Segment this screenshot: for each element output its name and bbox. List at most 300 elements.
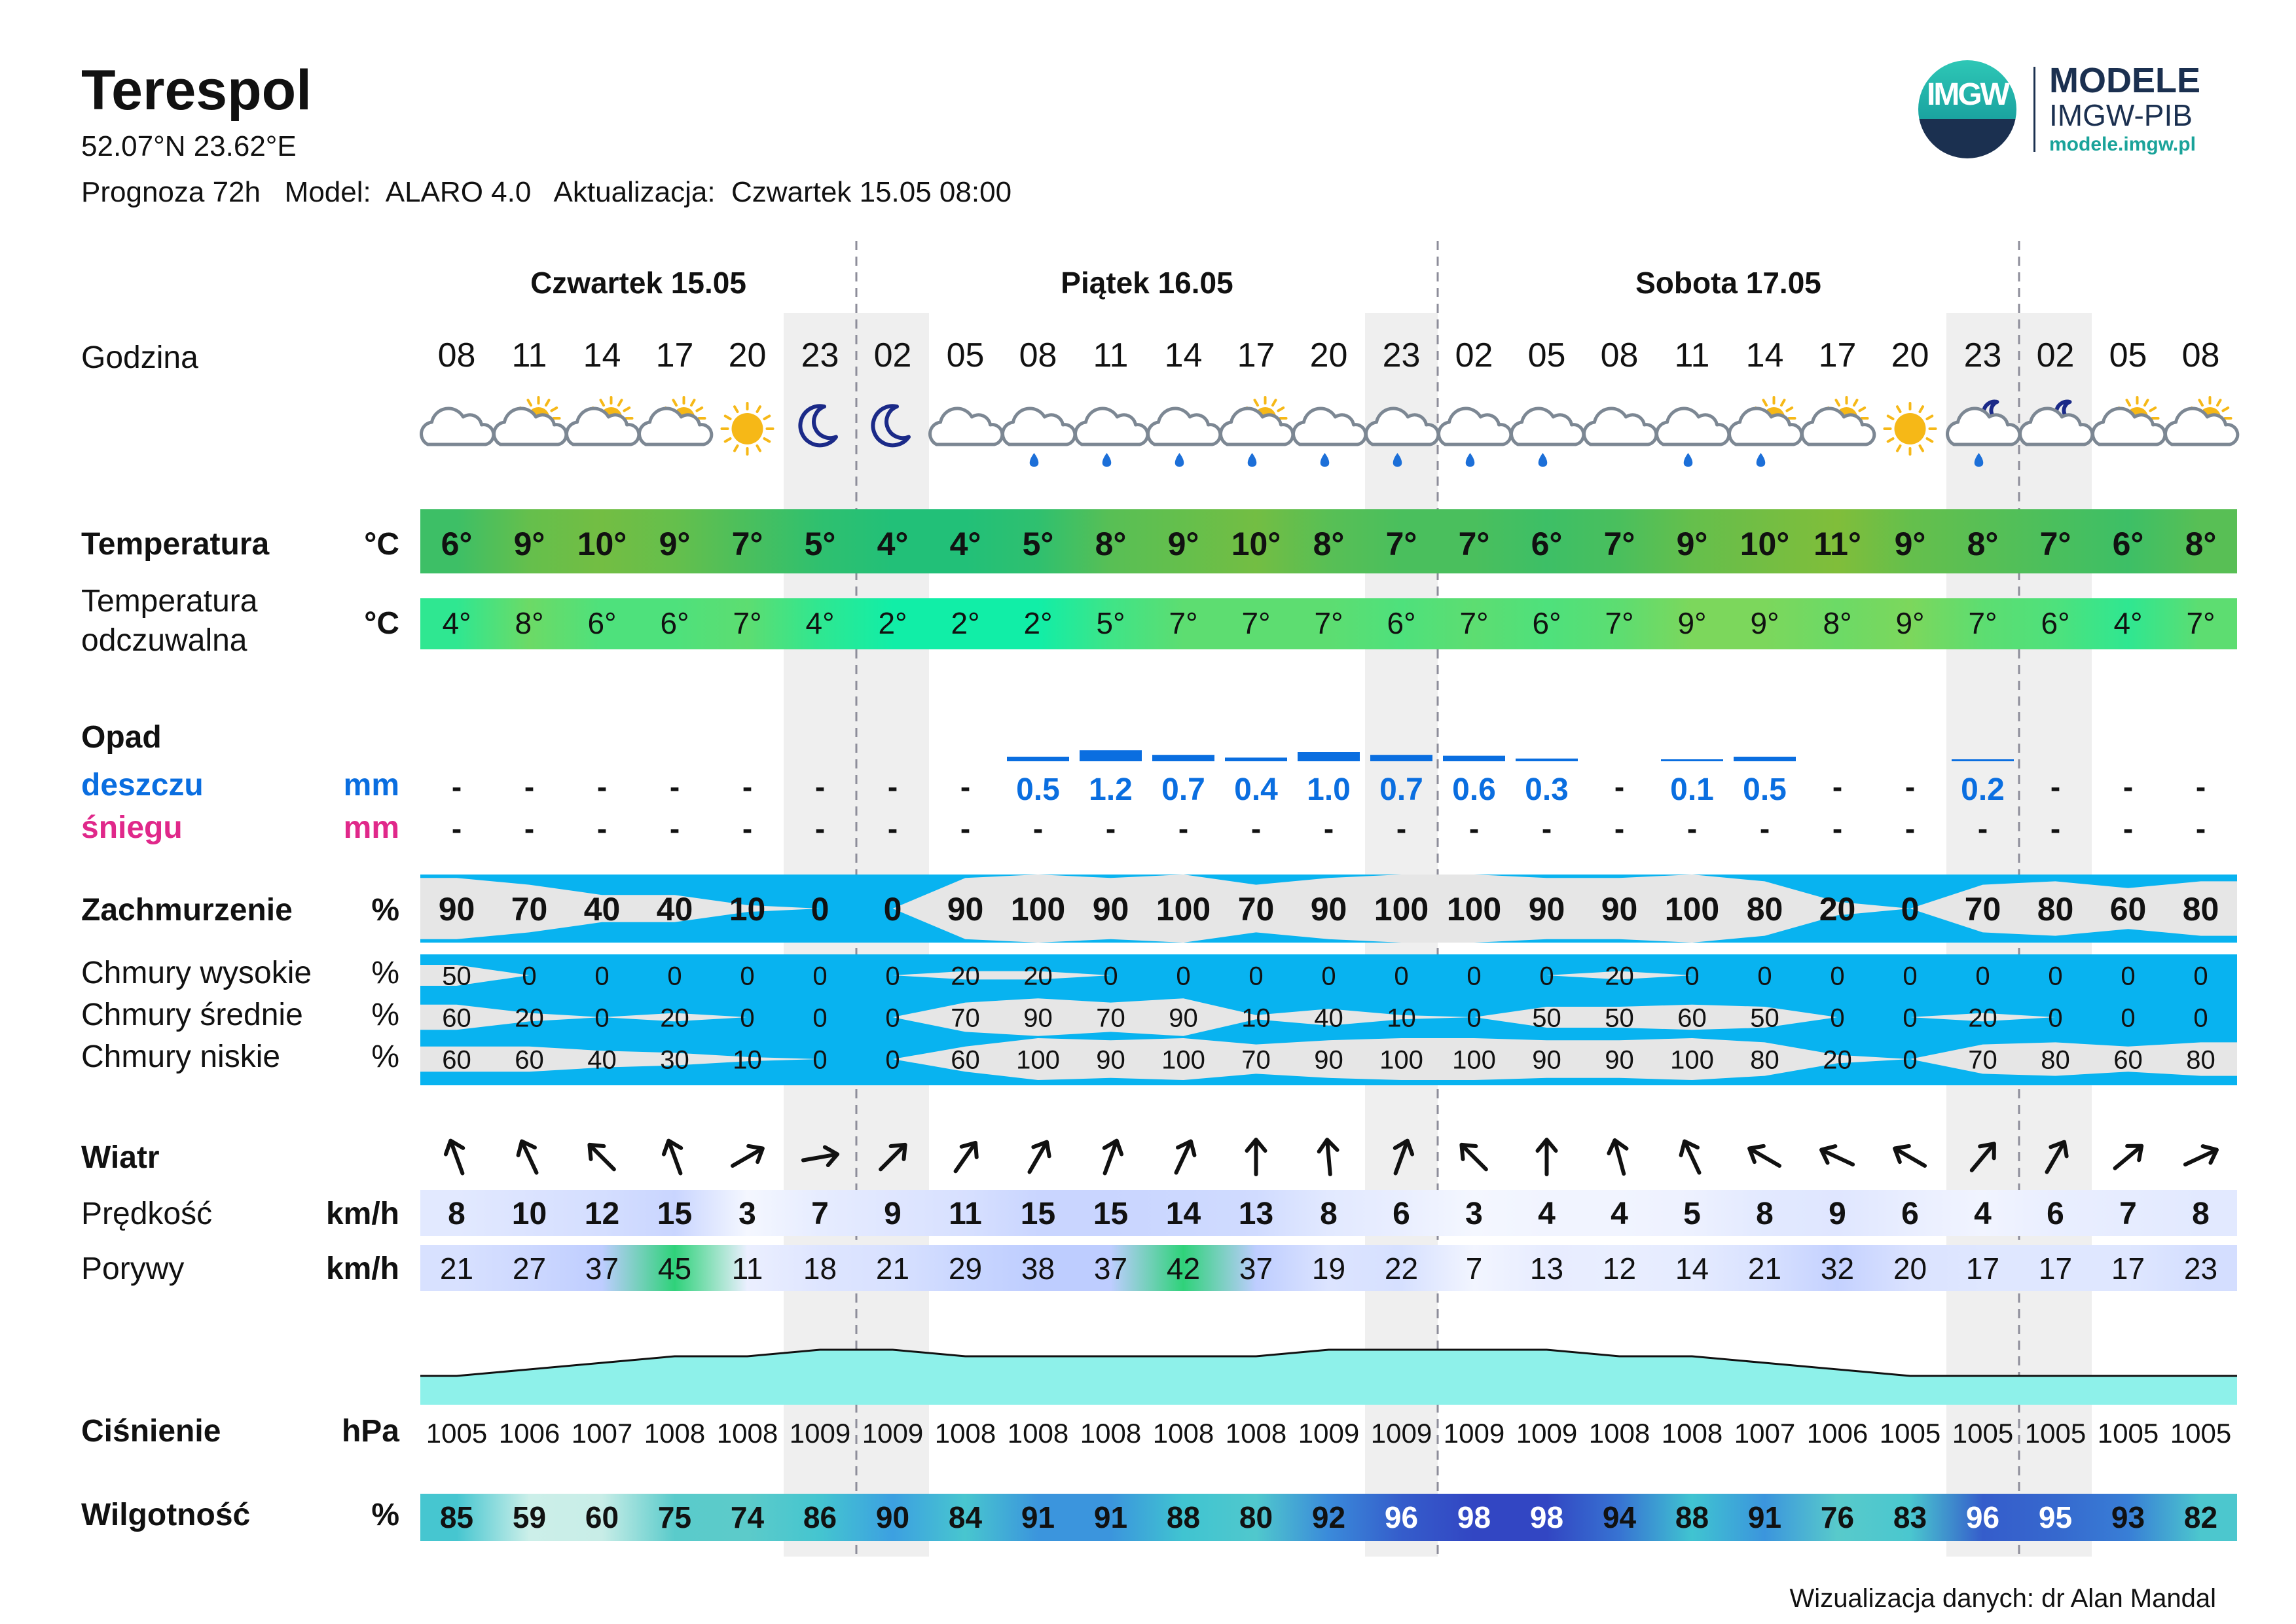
pc-day-icon: [2166, 397, 2238, 444]
wind-speed-value: 15: [1020, 1197, 1056, 1231]
sun-ray: [1920, 406, 1923, 412]
cloud-total-value: 90: [1601, 891, 1638, 928]
humidity-value: 91: [1021, 1500, 1055, 1534]
wind-arrow-icon: [1745, 1140, 1784, 1174]
rain-bar: [1080, 750, 1142, 761]
cloud-low-value: 80: [2041, 1045, 2070, 1075]
unit-cloud-low: %: [371, 1039, 399, 1074]
wind-speed-value: 6: [1393, 1197, 1410, 1231]
sun-ray: [1927, 439, 1932, 442]
hour-label: 05: [1527, 336, 1566, 374]
rain-bar: [1152, 755, 1214, 761]
cloud-mid-value: 20: [515, 1003, 544, 1033]
wind-arrow-icon: [1247, 1140, 1266, 1174]
hour-label: 14: [1745, 336, 1784, 374]
temperature-value: 8°: [2185, 526, 2217, 562]
rain-none: -: [669, 770, 680, 804]
feels-like-value: 6°: [1532, 606, 1561, 640]
wind-speed-value: 13: [1238, 1197, 1274, 1231]
cloud-shape: [1512, 408, 1584, 444]
cloud-high-value: 0: [885, 962, 900, 991]
cloud-high-value: 0: [1467, 962, 1482, 991]
temperature-value: 10°: [577, 526, 627, 562]
wind-speed-value: 4: [1538, 1197, 1556, 1231]
feels-like-value: 4°: [2113, 606, 2143, 640]
cloud-mid-value: 10: [1241, 1003, 1271, 1033]
hour-label: 20: [1309, 336, 1348, 374]
feels-like-value: 7°: [733, 606, 762, 640]
arrow-shaft: [1462, 1146, 1486, 1170]
pressure-value: 1008: [716, 1418, 778, 1449]
arrow-shaft: [2115, 1146, 2141, 1168]
sun-ray: [674, 400, 677, 405]
cloud-total-value: 60: [2109, 891, 2147, 928]
hour-label: 20: [1891, 336, 1929, 374]
arrow-shaft: [1327, 1140, 1330, 1174]
temperature-value: 4°: [949, 526, 981, 562]
wind-arrow-icon: [1096, 1138, 1125, 1176]
cloud-mid-value: 0: [1830, 1003, 1845, 1033]
row-label-rain: deszczu: [81, 768, 204, 803]
wind-gust-value: 21: [439, 1252, 474, 1286]
wind-arrow-icon: [948, 1138, 983, 1176]
unit-temperature: °C: [364, 527, 399, 562]
hour-label: 05: [946, 336, 985, 374]
cloud-total-value: 80: [2037, 891, 2074, 928]
pc-rain-day-icon: [1221, 397, 1293, 467]
rain-value: 0.7: [1161, 772, 1205, 807]
snow-value: -: [2195, 812, 2206, 846]
cloud-low-value: 100: [1161, 1045, 1205, 1075]
wind-speed-value: 3: [1465, 1197, 1483, 1231]
wind-arrow-icon: [1318, 1139, 1339, 1175]
wind-gust-value: 17: [2038, 1252, 2073, 1286]
temperature-value: 9°: [1167, 526, 1199, 562]
rain-bar: [1952, 759, 2014, 761]
cloud-total-value: 100: [1374, 891, 1429, 928]
humidity-value: 59: [512, 1500, 547, 1534]
wind-speed-value: 7: [2119, 1197, 2137, 1231]
temperature-value: 5°: [1022, 526, 1054, 562]
wind-speed-value: 8: [1756, 1197, 1774, 1231]
sun-ray: [2150, 408, 2155, 411]
wind-arrow-icon: [442, 1138, 471, 1176]
wind-gust-value: 17: [2111, 1252, 2145, 1286]
humidity-value: 82: [2183, 1500, 2218, 1534]
snow-value: -: [1541, 812, 1552, 846]
pressure-value: 1008: [1152, 1418, 1214, 1449]
unit-cloud: %: [371, 893, 399, 928]
feels-like-value: 6°: [1387, 606, 1416, 640]
sun-ray: [546, 400, 549, 405]
rain-bar: [1225, 757, 1287, 761]
snow-value: -: [1614, 812, 1625, 846]
cloud-shape: [494, 408, 566, 444]
rain-icon: [1294, 408, 1366, 467]
unit-humidity: %: [371, 1498, 399, 1532]
pressure-value: 1005: [1879, 1418, 1941, 1449]
wind-speed-value: 9: [1829, 1197, 1846, 1231]
imgw-emblem-icon: [1918, 60, 2016, 158]
unit-gust: km/h: [325, 1252, 399, 1286]
hour-label: 11: [1674, 336, 1710, 374]
unit-cloud-mid: %: [371, 998, 399, 1032]
wind-speed-value: 4: [1611, 1197, 1628, 1231]
cloud-mid-value: 20: [660, 1003, 689, 1033]
feels-like-value: 8°: [515, 606, 544, 640]
logo-subtitle: IMGW-PIB: [2049, 98, 2193, 132]
cloud-low-value: 90: [1532, 1045, 1561, 1075]
humidity-value: 96: [1965, 1500, 2000, 1534]
pc-rain-day-icon: [1730, 397, 1802, 467]
rain-drop: [1539, 453, 1548, 467]
snow-value: -: [887, 812, 898, 846]
rain-none: -: [1832, 770, 1843, 804]
cloud-total-value: 90: [1528, 891, 1565, 928]
wind-gust-value: 29: [948, 1252, 983, 1286]
cloud-high-value: 50: [442, 962, 471, 991]
sun-ray: [725, 439, 731, 442]
wind-speed-value: 12: [584, 1197, 620, 1231]
feels-like-value: 6°: [587, 606, 617, 640]
cloud-total-value: 0: [811, 891, 829, 928]
hour-label: 08: [437, 336, 476, 374]
pressure-value: 1005: [1952, 1418, 2014, 1449]
snow-value: -: [451, 812, 462, 846]
cloud-low-value: 80: [2186, 1045, 2215, 1075]
sun-ray: [735, 446, 738, 451]
unit-wind-speed: km/h: [325, 1197, 399, 1231]
cloud-shape: [1221, 408, 1293, 444]
rain-none: -: [814, 770, 826, 804]
cloud-shape: [2093, 408, 2165, 444]
wind-gust-value: 23: [2183, 1252, 2218, 1286]
hour-label: 23: [801, 336, 839, 374]
feels-like-value: 9°: [1677, 606, 1707, 640]
temperature-value: 6°: [1531, 526, 1563, 562]
cloud-high-value: 20: [951, 962, 980, 991]
wind-speed-value: 3: [738, 1197, 756, 1231]
wind-gust-value: 42: [1166, 1252, 1201, 1286]
cloud-shape: [567, 408, 639, 444]
pressure-value: 1006: [498, 1418, 560, 1449]
cloud-shape: [1584, 408, 1656, 444]
cloud-shape: [1730, 408, 1802, 444]
humidity-value: 75: [657, 1500, 692, 1534]
wind-arrow-icon: [1021, 1138, 1055, 1177]
pc-day-icon: [567, 397, 639, 444]
snow-value: -: [1178, 812, 1189, 846]
cloud-total-value: 80: [2182, 891, 2219, 928]
cloud-icon: [930, 408, 1002, 444]
temperature-value: 7°: [731, 526, 763, 562]
snow-value: -: [814, 812, 826, 846]
cloud-low-value: 10: [733, 1045, 762, 1075]
cloud-total-value: 90: [438, 891, 475, 928]
rain-value: 0.5: [1016, 772, 1060, 807]
pressure-value: 1008: [1225, 1418, 1287, 1449]
wind-arrow-icon: [1890, 1140, 1929, 1174]
wind-speed-value: 10: [511, 1197, 547, 1231]
sun-ray: [757, 446, 761, 451]
cloud-low-value: 0: [1903, 1045, 1918, 1075]
sun-ray: [601, 400, 604, 405]
pressure-value: 1006: [1806, 1418, 1868, 1449]
pc-day-icon: [2093, 397, 2165, 444]
cloud-total-value: 0: [1901, 891, 1920, 928]
rain-none: -: [451, 770, 462, 804]
humidity-value: 92: [1311, 1500, 1346, 1534]
pc-day-icon: [494, 397, 566, 444]
sun-ray: [1897, 446, 1901, 451]
hour-label: 17: [1818, 336, 1857, 374]
temperature-value: 10°: [1740, 526, 1790, 562]
sun-icon: [1885, 403, 1936, 454]
cloud-low-value: 0: [812, 1045, 828, 1075]
humidity-value: 93: [2111, 1500, 2145, 1534]
snow-value: -: [1686, 812, 1698, 846]
cloud-mid-value: 90: [1023, 1003, 1053, 1033]
sun-icon: [722, 403, 773, 454]
sun-ray: [551, 408, 556, 411]
temperature-value: 7°: [1385, 526, 1417, 562]
imgw-logo[interactable]: [1918, 60, 2232, 158]
cloud-shape: [1148, 408, 1220, 444]
cloud-icon: [1584, 408, 1656, 444]
feels-like-value: 9°: [1750, 606, 1779, 640]
wind-gust-value: 27: [512, 1252, 547, 1286]
cloud-total-value: 90: [1092, 891, 1129, 928]
pressure-value: 1008: [934, 1418, 996, 1449]
feels-like-value: 5°: [1096, 606, 1125, 640]
temperature-value: 8°: [1095, 526, 1127, 562]
day-label: Piątek 16.05: [1061, 266, 1233, 300]
cloud-mid-value: 50: [1605, 1003, 1634, 1033]
humidity-value: 86: [803, 1500, 837, 1534]
cloud-high-value: 0: [594, 962, 610, 991]
hour-label: 14: [1164, 336, 1203, 374]
snow-value: -: [2123, 812, 2134, 846]
rain-none: -: [2123, 770, 2134, 804]
unit-rain: mm: [343, 768, 399, 803]
humidity-value: 83: [1893, 1500, 1927, 1534]
rain-bar: [1661, 759, 1723, 761]
snow-value: -: [960, 812, 971, 846]
logo-divider: [2033, 67, 2035, 152]
hour-label: 08: [1600, 336, 1639, 374]
unit-snow: mm: [343, 810, 399, 845]
cloud-mid-value: 90: [1169, 1003, 1198, 1033]
snow-value: -: [1105, 812, 1116, 846]
temperature-value: 7°: [1458, 526, 1490, 562]
hour-label: 14: [583, 336, 621, 374]
feels-like-value: 2°: [878, 606, 907, 640]
rain-bar: [1370, 755, 1432, 761]
rain-value: 0.3: [1525, 772, 1569, 807]
wind-speed-value: 4: [1974, 1197, 1992, 1231]
hour-label: 02: [2036, 336, 2075, 374]
wind-arrow-icon: [583, 1138, 621, 1176]
logo-title: MODELE: [2049, 61, 2201, 100]
sun-ray: [1888, 439, 1893, 442]
wind-gust-value: 12: [1602, 1252, 1637, 1286]
snow-value: -: [596, 812, 608, 846]
rain-value: 0.6: [1452, 772, 1496, 807]
cloud-high-value: 0: [1975, 962, 1990, 991]
sun-ray: [528, 400, 532, 405]
cloud-high-value: 0: [1103, 962, 1118, 991]
rain-drop: [1030, 453, 1039, 467]
wind-arrow-icon: [1538, 1140, 1556, 1174]
pressure-value: 1008: [1588, 1418, 1650, 1449]
rain-bar: [1734, 757, 1796, 761]
sun-ray: [764, 439, 769, 442]
row-label-temperature: Temperatura: [81, 527, 270, 562]
snow-value: -: [524, 812, 535, 846]
cloud-low-value: 60: [442, 1045, 471, 1075]
cloud-low-value: 90: [1314, 1045, 1343, 1075]
wind-gust-value: 45: [657, 1252, 692, 1286]
cloud-mid-value: 0: [1467, 1003, 1482, 1033]
logo-url[interactable]: modele.imgw.pl: [2049, 134, 2196, 155]
pressure-value: 1008: [644, 1418, 706, 1449]
temperature-value: 9°: [1894, 526, 1926, 562]
row-label-hour: Godzina: [81, 340, 198, 375]
cloud-low-value: 60: [515, 1045, 544, 1075]
rain-icon: [1148, 408, 1220, 467]
wind-gust-value: 19: [1311, 1252, 1346, 1286]
humidity-value: 74: [730, 1500, 765, 1534]
cloud-total-value: 0: [883, 891, 902, 928]
wind-gust-value: 17: [1965, 1252, 2000, 1286]
temperature-value: 7°: [1603, 526, 1635, 562]
cloud-mid-value: 40: [1314, 1003, 1343, 1033]
hour-label: 17: [1237, 336, 1275, 374]
wind-gust-value: 38: [1021, 1252, 1055, 1286]
pressure-value: 1009: [1370, 1418, 1432, 1449]
cloud-total-value: 70: [1237, 891, 1275, 928]
wind-speed-value: 6: [1901, 1197, 1919, 1231]
sun-disc: [732, 413, 763, 444]
day-label: Czwartek 15.05: [530, 266, 746, 300]
sun-ray: [725, 416, 731, 420]
cloud-high-value: 0: [667, 962, 682, 991]
cloud-high-value: 0: [740, 962, 755, 991]
wind-speed-value: 7: [811, 1197, 829, 1231]
cloud-total-value: 100: [1664, 891, 1720, 928]
snow-value: -: [1977, 812, 1988, 846]
cloud-mid-value: 60: [442, 1003, 471, 1033]
wind-gust-value: 21: [1747, 1252, 1782, 1286]
cloud-mid-value: 50: [1532, 1003, 1561, 1033]
pressure-value: 1008: [1080, 1418, 1142, 1449]
rain-none: -: [2195, 770, 2206, 804]
hour-label: 23: [1963, 336, 2002, 374]
rain-value: 1.2: [1089, 772, 1133, 807]
feels-like-value: 7°: [1968, 606, 1997, 640]
snow-value: -: [1396, 812, 1407, 846]
rain-value: 0.4: [1234, 772, 1278, 807]
wind-arrow-icon: [1168, 1138, 1199, 1177]
feels-like-value: 7°: [1241, 606, 1271, 640]
wind-speed-value: 14: [1165, 1197, 1201, 1231]
rain-drop: [1102, 453, 1112, 467]
cloud-shape: [1294, 408, 1366, 444]
humidity-value: 94: [1602, 1500, 1637, 1534]
pressure-value: 1007: [1734, 1418, 1796, 1449]
cloud-total-value: 70: [511, 891, 548, 928]
cloud-high-value: 0: [2048, 962, 2063, 991]
wind-gust-value: 37: [1239, 1252, 1273, 1286]
snow-value: -: [2050, 812, 2061, 846]
cloud-low-value: 70: [1241, 1045, 1271, 1075]
feels-like-value: 7°: [1605, 606, 1634, 640]
wind-arrow-icon: [1676, 1138, 1707, 1177]
rain-drop: [1321, 453, 1330, 467]
feels-like-value: 6°: [2041, 606, 2070, 640]
cloud-mid-value: 20: [1968, 1003, 1997, 1033]
rain-none: -: [960, 770, 971, 804]
temperature-value: 4°: [877, 526, 909, 562]
hour-label: 11: [1093, 336, 1129, 374]
pressure-value: 1005: [2170, 1418, 2232, 1449]
unit-pressure: hPa: [341, 1414, 399, 1449]
cloud-total-value: 70: [1964, 891, 2001, 928]
rain-value: 0.7: [1379, 772, 1423, 807]
wind-arrow-icon: [1455, 1138, 1493, 1176]
wind-speed-value: 9: [884, 1197, 902, 1231]
wind-gust-value: 18: [803, 1252, 837, 1286]
cloud-shape: [1076, 408, 1148, 444]
rain-drop: [1175, 453, 1184, 467]
wind-arrow-icon: [2181, 1142, 2221, 1173]
pressure-value: 1009: [862, 1418, 924, 1449]
cloud-low-value: 70: [1968, 1045, 1997, 1075]
snow-value: -: [1250, 812, 1262, 846]
wind-arrow-icon: [513, 1138, 545, 1177]
sun-ray: [1787, 408, 1792, 411]
pc-day-icon: [1802, 397, 1874, 444]
cloud-total-value: 100: [1010, 891, 1066, 928]
cloud-high-value: 0: [1830, 962, 1845, 991]
cloud-high-value: 20: [1605, 962, 1634, 991]
cloud-shape: [640, 408, 712, 444]
humidity-value: 90: [875, 1500, 910, 1534]
rain-drop: [1248, 453, 1257, 467]
cloud-high-value: 0: [1539, 962, 1554, 991]
wind-arrow-icon: [660, 1138, 689, 1176]
pressure-value: 1009: [1298, 1418, 1360, 1449]
temperature-value: 9°: [1676, 526, 1708, 562]
sun-ray: [1781, 400, 1785, 405]
cloud-low-value: 0: [885, 1045, 900, 1075]
sun-ray: [764, 416, 769, 420]
feels-like-value: 6°: [660, 606, 689, 640]
row-label-cloud-mid: Chmury średnie: [81, 998, 303, 1032]
pressure-value: 1005: [2024, 1418, 2086, 1449]
temperature-value: 5°: [804, 526, 836, 562]
rain-bar: [1007, 757, 1069, 761]
cloud-low-value: 20: [1823, 1045, 1852, 1075]
humidity-value: 95: [2038, 1500, 2073, 1534]
hour-label: 17: [655, 336, 694, 374]
cloud-low-value: 90: [1096, 1045, 1125, 1075]
sun-ray: [2145, 400, 2148, 405]
wind-gust-value: 21: [875, 1252, 910, 1286]
row-label-pressure: Ciśnienie: [81, 1414, 221, 1449]
cloud-low-value: 100: [1379, 1045, 1423, 1075]
cloud-high-value: 0: [812, 962, 828, 991]
